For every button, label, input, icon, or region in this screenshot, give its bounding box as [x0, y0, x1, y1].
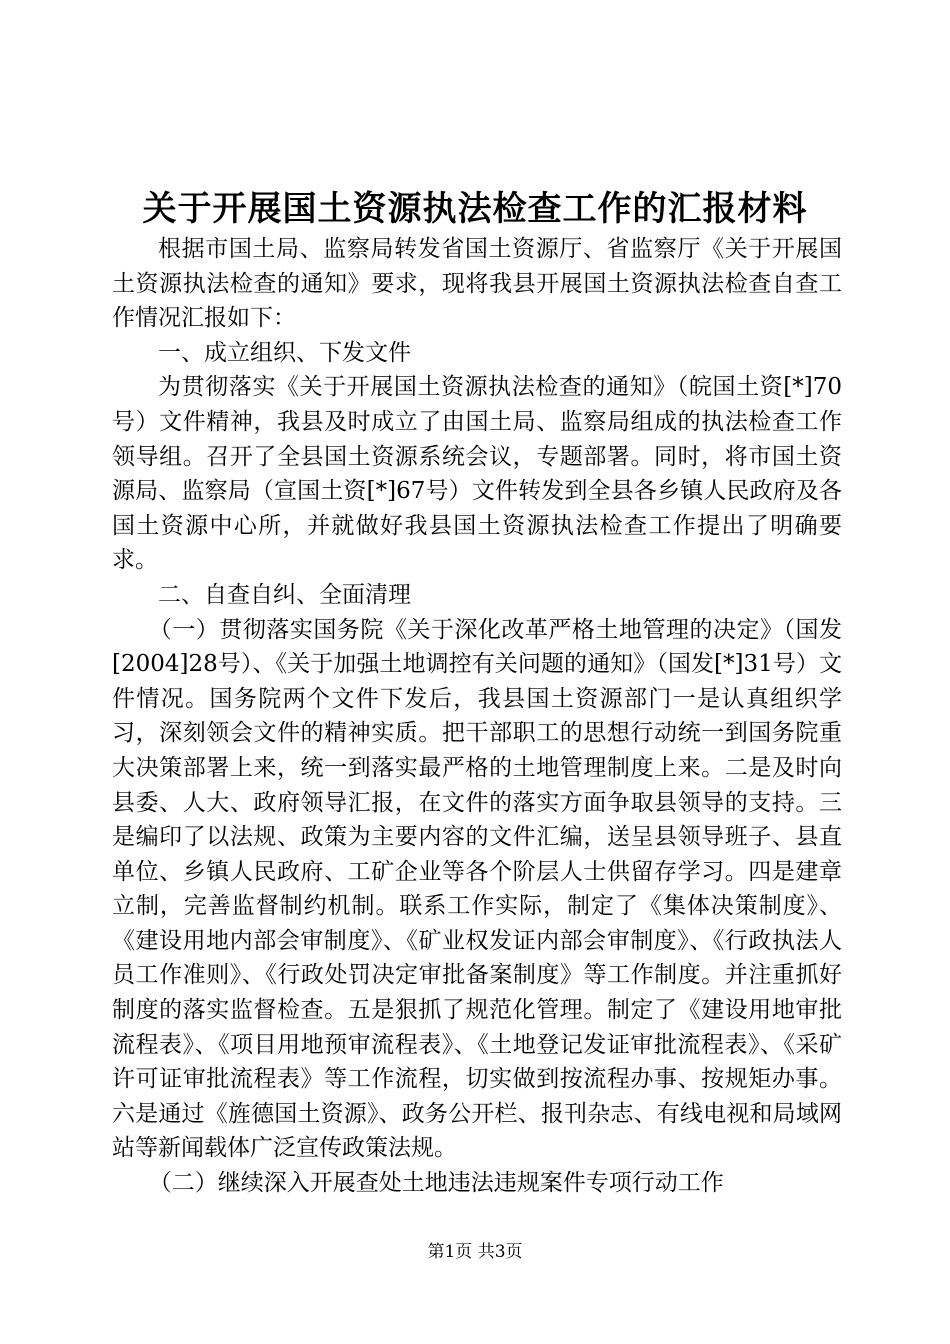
document-title: 关于开展国土资源执法检查工作的汇报材料: [142, 189, 808, 229]
paragraph-subsection-2: （二）继续深入开展查处土地违法违规案件专项行动工作: [148, 1170, 724, 1197]
section-heading-2: 二、自查自纠、全面清理: [158, 581, 411, 608]
paragraph-section-1: 为贯彻落实《关于开展国土资源执法检查的通知》（皖国土资[*]70号）文件精神，我县及时成立了由国土局、监察局组成的执法检查工作领导组。召开了全县国土资源系统会议，专题部署。同时，将市国土资源局、监察局（宣国土资[*]67号）文件转发到全县各乡镇人民政府及各国土资源中心所，并就做好我县国土资源执法检查工作提出了明确要求。: [112, 374, 842, 574]
paragraph-subsection-1: （一）贯彻落实国务院《关于深化改革严格土地管理的决定》（国发[2004]28号）、《关于加强土地调控有关问题的通知》（国发[*]31号）文件情况。国务院两个文件下发后，我县国土资源部门一是认真组织学习，深刻领会文件的精神实质。把干部职工的思想行动统一到国务院重大决策部署上来，统一到落实最严格的土地管理制度上来。二是及时向县委、人大、政府领导汇报，在文件的落实方面争取县领导的支持。三是编印了以法规、政策为主要内容的文件汇编，送呈县领导班子、县直单位、乡镇人民政府、工矿企业等各个阶层人士供留存学习。四是建章立制，完善监督制约机制。联系工作实际，制定了《集体决策制度》、《建设用地内部会审制度》、《矿业权发证内部会审制度》、《行政执法人员工作准则》、《行政处罚决定审批备案制度》等工作制度。并注重抓好制度的落实监督检查。五是狠抓了规范化管理。制定了《建设用地审批流程表》、《项目用地预审流程表》、《土地登记发证审批流程表》、《采矿许可证审批流程表》等工作流程，切实做到按流程办事、按规矩办事。六是通过《旌德国土资源》、政务公开栏、报刊杂志、有线电视和局域网站等新闻载体广泛宣传政策法规。: [112, 616, 842, 1162]
section-heading-1: 一、成立组织、下发文件: [158, 339, 411, 366]
document-body: [112, 232, 842, 1201]
page-footer: 第1页 共3页: [427, 1242, 523, 1262]
paragraph-intro: 根据市国土局、监察局转发省国土资源厅、省监察厅《关于开展国土资源执法检查的通知》要求，现将我县开展国土资源执法检查自查工作情况汇报如下：: [112, 236, 842, 332]
